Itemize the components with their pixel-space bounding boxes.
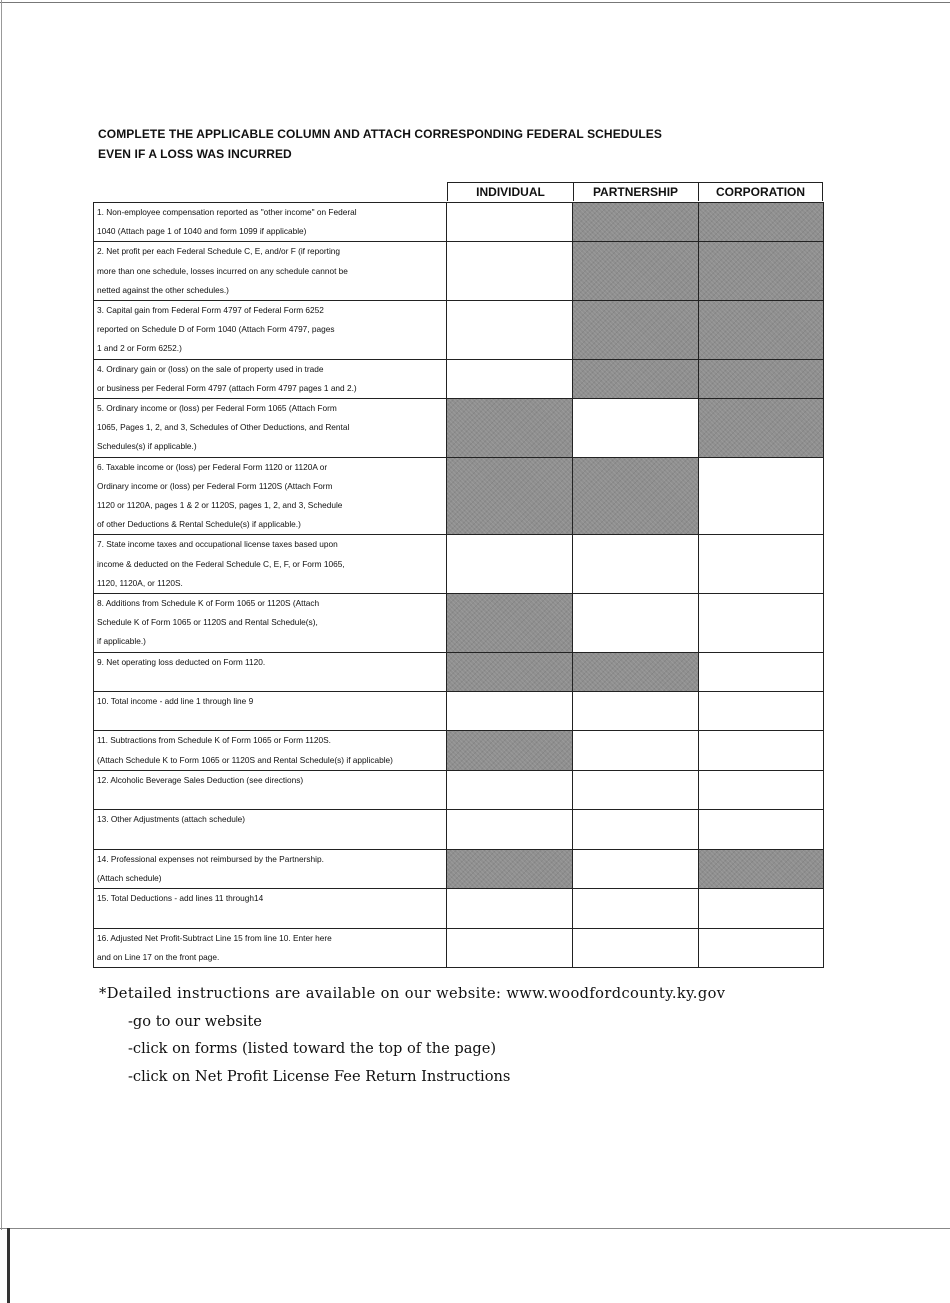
heading-line-2: EVEN IF A LOSS WAS INCURRED <box>98 147 292 161</box>
description-text <box>97 672 446 691</box>
description-text: 10. Total income - add line 1 through line 9 <box>97 696 254 707</box>
individual-entry-cell[interactable] <box>447 692 573 730</box>
individual-shaded-cell <box>447 653 573 691</box>
partnership-entry-cell[interactable] <box>573 731 699 769</box>
website-instructions <box>99 980 859 1090</box>
description-text: 5. Ordinary income or (loss) per Federal Form 1065 (Attach Form <box>97 403 337 414</box>
individual-shaded-cell <box>447 399 573 457</box>
description-text <box>97 711 446 730</box>
description-text <box>97 790 446 809</box>
description-text: 9. Net operating loss deducted on Form 1120. <box>97 656 266 667</box>
line-description <box>94 594 447 652</box>
corporation-entry-cell[interactable] <box>699 535 823 593</box>
description-text: (Attach Schedule K to Form 1065 or 1120S and Rental Schedule(s) if applicable) <box>97 754 393 765</box>
corporation-shaded-cell <box>699 242 823 300</box>
corporation-entry-cell[interactable] <box>699 731 823 769</box>
partnership-entry-cell[interactable] <box>573 889 699 927</box>
corporation-entry-cell[interactable] <box>699 810 823 848</box>
corporation-shaded-cell <box>699 399 823 457</box>
partnership-shaded-cell <box>573 360 699 398</box>
description-text: Ordinary income or (loss) per Federal Form 1120S (Attach Form <box>97 480 333 491</box>
line-description <box>94 810 447 848</box>
individual-entry-cell[interactable] <box>447 810 573 848</box>
line-description <box>94 731 447 769</box>
individual-entry-cell[interactable] <box>447 889 573 927</box>
form-line-6 <box>94 458 823 536</box>
line-description <box>94 399 447 457</box>
description-text: Schedules(s) if applicable.) <box>97 441 197 452</box>
description-text: income & deducted on the Federal Schedule C, E, F, or Form 1065, <box>97 558 345 569</box>
heading-line-1: COMPLETE THE APPLICABLE COLUMN AND ATTACH CORRESPONDING FEDERAL SCHEDULES <box>98 127 662 141</box>
description-text: more than one schedule, losses incurred on any schedule cannot be <box>97 265 348 276</box>
description-text: of other Deductions & Rental Schedule(s) if applicable.) <box>97 519 301 530</box>
description-text: 12. Alcoholic Beverage Sales Deduction (see directions) <box>97 774 304 785</box>
individual-shaded-cell <box>447 458 573 535</box>
instruction-step: -go to our website <box>128 1012 262 1030</box>
individual-entry-cell[interactable] <box>447 535 573 593</box>
form-line-14 <box>94 850 823 889</box>
partnership-entry-cell[interactable] <box>573 929 699 967</box>
column-header-corporation: CORPORATION <box>699 182 823 201</box>
description-text: 4. Ordinary gain or (loss) on the sale of property used in trade <box>97 363 324 374</box>
form-line-1 <box>94 203 823 242</box>
description-text: 16. Adjusted Net Profit-Subtract Line 15 from line 10. Enter here <box>97 932 332 943</box>
line-description <box>94 692 447 730</box>
description-text: 1040 (Attach page 1 of 1040 and form 1099 if applicable) <box>97 226 307 237</box>
column-header-individual: INDIVIDUAL <box>447 182 574 201</box>
line-description <box>94 203 447 241</box>
description-text: or business per Federal Form 4797 (attach Form 4797 pages 1 and 2.) <box>97 382 357 393</box>
partnership-entry-cell[interactable] <box>573 850 699 888</box>
page-bottom-edge <box>0 1228 950 1229</box>
description-text: if applicable.) <box>97 636 146 647</box>
individual-shaded-cell <box>447 594 573 652</box>
description-text: 14. Professional expenses not reimbursed by the Partnership. <box>97 853 324 864</box>
form-line-15 <box>94 889 823 928</box>
line-description <box>94 889 447 927</box>
partnership-entry-cell[interactable] <box>573 399 699 457</box>
individual-entry-cell[interactable] <box>447 203 573 241</box>
form-line-16 <box>94 929 823 967</box>
form-line-11 <box>94 731 823 770</box>
corporation-entry-cell[interactable] <box>699 771 823 809</box>
description-text: 1120, 1120A, or 1120S. <box>97 577 183 588</box>
individual-entry-cell[interactable] <box>447 929 573 967</box>
corporation-entry-cell[interactable] <box>699 458 823 535</box>
form-line-9 <box>94 653 823 692</box>
description-text: 6. Taxable income or (loss) per Federal Form 1120 or 1120A or <box>97 461 328 472</box>
description-text: 1. Non-employee compensation reported as "other income" on Federal <box>97 207 357 217</box>
corporation-shaded-cell <box>699 301 823 359</box>
description-text: netted against the other schedules.) <box>97 284 229 295</box>
form-grid <box>93 202 824 968</box>
line-description <box>94 301 447 359</box>
description-text <box>97 908 446 927</box>
corporation-shaded-cell <box>699 203 823 241</box>
instruction-step: -click on Net Profit License Fee Return Instructions <box>128 1067 511 1085</box>
description-text: reported on Schedule D of Form 1040 (Attach Form 4797, pages <box>97 324 335 335</box>
description-text: Schedule K of Form 1065 or 1120S and Rental Schedule(s), <box>97 617 318 628</box>
individual-entry-cell[interactable] <box>447 242 573 300</box>
form-line-3 <box>94 301 823 360</box>
form-heading <box>98 124 798 164</box>
column-header-row <box>93 182 824 202</box>
form-line-12 <box>94 771 823 810</box>
form-line-2 <box>94 242 823 301</box>
line-description <box>94 242 447 300</box>
instructions-main-line: *Detailed instructions are available on our website: www.woodfordcounty.ky.gov <box>99 985 726 1002</box>
individual-shaded-cell <box>447 731 573 769</box>
scan-margin-mark <box>7 1228 10 1303</box>
partnership-shaded-cell <box>573 242 699 300</box>
form-line-10 <box>94 692 823 731</box>
partnership-shaded-cell <box>573 458 699 535</box>
corporation-shaded-cell <box>699 850 823 888</box>
description-text: 7. State income taxes and occupational license taxes based upon <box>97 539 338 550</box>
line-description <box>94 653 447 691</box>
description-text: and on Line 17 on the front page. <box>97 951 220 962</box>
form-line-7 <box>94 535 823 594</box>
individual-entry-cell[interactable] <box>447 771 573 809</box>
partnership-entry-cell[interactable] <box>573 810 699 848</box>
description-text: 13. Other Adjustments (attach schedule) <box>97 814 246 825</box>
partnership-entry-cell[interactable] <box>573 771 699 809</box>
form-line-4 <box>94 360 823 399</box>
description-text: 3. Capital gain from Federal Form 4797 of Federal Form 6252 <box>97 305 324 316</box>
form-line-5 <box>94 399 823 458</box>
description-text: 15. Total Deductions - add lines 11 through14 <box>97 893 264 904</box>
corporation-entry-cell[interactable] <box>699 889 823 927</box>
page-left-edge <box>1 0 2 1230</box>
description-text: (Attach schedule) <box>97 872 162 883</box>
line-description <box>94 360 447 398</box>
individual-entry-cell[interactable] <box>447 360 573 398</box>
line-description <box>94 458 447 535</box>
net-profit-form-table <box>93 182 824 968</box>
description-text: 11. Subtractions from Schedule K of Form 1065 or Form 1120S. <box>97 735 331 746</box>
description-text: 2. Net profit per each Federal Schedule C, E, and/or F (if reporting <box>97 246 341 257</box>
form-line-8 <box>94 594 823 653</box>
partnership-shaded-cell <box>573 653 699 691</box>
description-text: 1 and 2 or Form 6252.) <box>97 343 182 354</box>
individual-entry-cell[interactable] <box>447 301 573 359</box>
form-line-13 <box>94 810 823 849</box>
line-description <box>94 535 447 593</box>
corporation-shaded-cell <box>699 360 823 398</box>
description-text: 1120 or 1120A, pages 1 & 2 or 1120S, pages 1, 2, and 3, Schedule <box>97 500 343 511</box>
line-description <box>94 929 447 967</box>
partnership-shaded-cell <box>573 203 699 241</box>
partnership-entry-cell[interactable] <box>573 692 699 730</box>
line-description <box>94 771 447 809</box>
corporation-entry-cell[interactable] <box>699 653 823 691</box>
individual-shaded-cell <box>447 850 573 888</box>
corporation-entry-cell[interactable] <box>699 692 823 730</box>
page-top-edge <box>0 2 950 3</box>
line-description <box>94 850 447 888</box>
description-text <box>97 830 446 849</box>
description-text: 1065, Pages 1, 2, and 3, Schedules of Other Deductions, and Rental <box>97 422 350 433</box>
description-text: 8. Additions from Schedule K of Form 1065 or 1120S (Attach <box>97 598 320 609</box>
column-header-partnership: PARTNERSHIP <box>573 182 699 201</box>
corporation-entry-cell[interactable] <box>699 929 823 967</box>
instruction-step: -click on forms (listed toward the top of the page) <box>128 1040 497 1057</box>
partnership-entry-cell[interactable] <box>573 594 699 652</box>
partnership-entry-cell[interactable] <box>573 535 699 593</box>
partnership-shaded-cell <box>573 301 699 359</box>
corporation-entry-cell[interactable] <box>699 594 823 652</box>
